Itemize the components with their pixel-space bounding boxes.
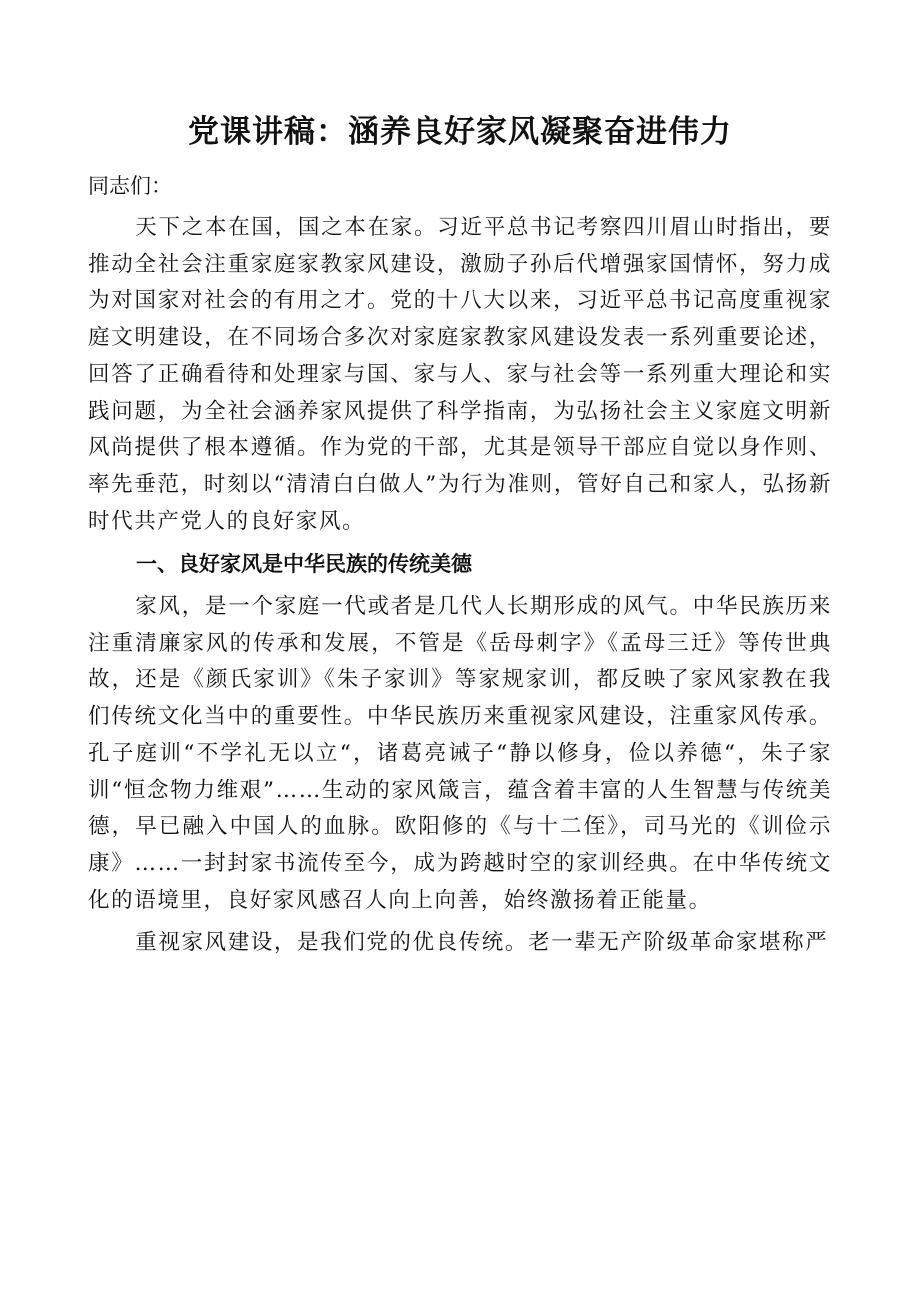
document-title: 党课讲稿：涵养良好家风凝聚奋进伟力 — [188, 114, 732, 150]
section1-paragraph-2: 重视家风建设，是我们党的优良传统。老一辈无产阶级革命家堪称严 — [135, 930, 829, 956]
section1-paragraph-1: 家风，是一个家庭一代或者是几代人长期形成的风气。中华民族历来注重清廉家风的传承和发展，不管是《岳母刺字》《孟母三迁》等传世典故，还是《颜氏家训》《朱子家训》等家规家训，都反映了家风家教在我们传统文化当中的重要性。中华民族历来重视家风建设，注重家风传承。孔子庭训“不学礼无以立“，诸葛亮诫子“静以修身，俭以养德“，朱子家训“恒念物力维艰”……生动的家风箴言，蕴含着丰富的人生智慧与传统美德，早已融入中国人的血脉。欧阳修的《与十二侄》，司马光的《训俭示康》……一封封家书流传至今，成为跨越时空的家训经典。在中华传统文化的语境里，良好家风感召人向上向善，始终激扬着正能量。 — [88, 594, 832, 913]
salutation: 同志们： — [88, 174, 172, 198]
document-page — [88, 110, 832, 962]
intro-paragraph: 天下之本在国，国之本在家。习近平总书记考察四川眉山时指出，要推动全社会注重家庭家教家风建设，激励子孙后代增强家国情怀，努力成为对国家对社会的有用之才。党的十八大以来，习近平总书记高度重视家庭文明建设，在不同场合多次对家庭家教家风建设发表一系列重要论述，回答了正确看待和处理家与国、家与人、家与社会等一系列重大理论和实践问题，为全社会涵养家风提供了科学指南，为弘扬社会主义家庭文明新风尚提供了根本遵循。作为党的干部，尤其是领导干部应自觉以身作则、率先垂范，时刻以“清清白白做人”为行为准则，管好自己和家人，弘扬新时代共产党人的良好家风。 — [88, 215, 832, 534]
section-heading: 一、良好家风是中华民族的传统美德 — [136, 552, 472, 577]
